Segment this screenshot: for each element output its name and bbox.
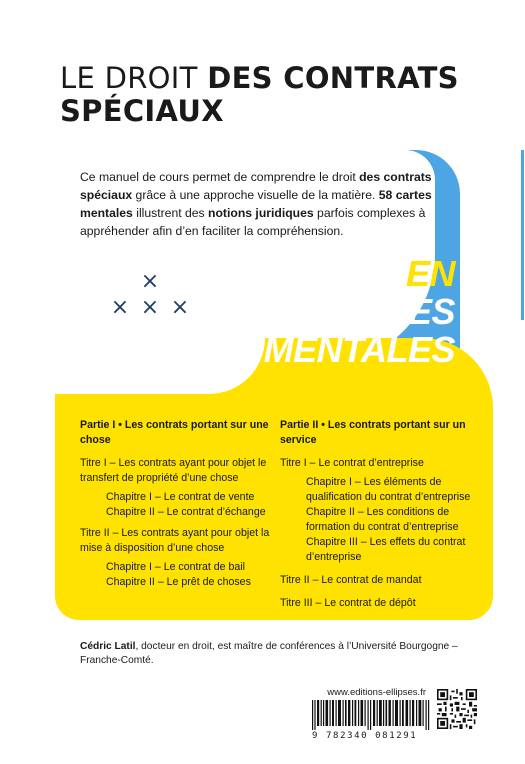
toc-part-heading: Partie II • Les contrats portant sur un service xyxy=(280,419,466,446)
intro-text-1: Ce manuel de cours permet de comprendre le droit xyxy=(80,170,360,184)
intro-bold-3: notions juridiques xyxy=(208,206,314,220)
toc-titre: Titre III – Le contrat de dépôt xyxy=(280,597,416,609)
barcode xyxy=(312,700,430,730)
badge-line1: CARTES xyxy=(310,291,455,332)
toc-titre: Titre II – Le contrat de mandat xyxy=(280,574,422,586)
toc-part-heading: Partie I • Les contrats portant sur une chose xyxy=(80,419,269,446)
cross-icon: × xyxy=(170,295,190,320)
title-bold-line1: DES CONTRATS xyxy=(207,61,459,95)
cross-icon: × xyxy=(140,295,160,320)
qr-code[interactable] xyxy=(437,689,477,729)
intro-text-4: parfois complexes à appréhender afin d’en faciliter la compréhension. xyxy=(80,206,426,238)
toc-part-1 xyxy=(80,418,272,590)
intro-bold-2: 58 cartes mentales xyxy=(80,188,432,220)
intro-text-3: illustrent des xyxy=(132,206,209,220)
toc-chapitre: Chapitre I – Le contrat de vente xyxy=(106,491,255,503)
edge-accent-line xyxy=(521,150,524,320)
toc-part-2 xyxy=(280,418,485,611)
title-light: LE DROIT xyxy=(60,61,208,95)
author-bio xyxy=(80,640,500,668)
toc-chapitre: Chapitre II – Le prêt de choses xyxy=(106,576,251,588)
title-bold-line2: SPÉCIAUX xyxy=(60,94,224,128)
badge-en: EN xyxy=(405,253,455,294)
author-name: Cédric Latil xyxy=(80,641,136,652)
isbn-number: 9 782340 081291 xyxy=(312,731,418,741)
cross-icon: × xyxy=(110,295,130,320)
toc-titre: Titre II – Les contrats ayant pour objet la mise à disposition d’une chose xyxy=(80,527,270,554)
intro-bold-1: des contrats spéciaux xyxy=(80,170,432,202)
en-cartes-mentales-badge xyxy=(255,255,455,369)
cross-icon: × xyxy=(140,269,160,294)
intro-paragraph xyxy=(80,168,455,240)
yellow-bubble-notch xyxy=(55,338,265,394)
toc-chapitre: Chapitre III – Les effets du contrat d’entreprise xyxy=(306,536,466,563)
badge-line2: MENTALES xyxy=(263,329,455,370)
toc-chapitre: Chapitre I – Les éléments de qualification du contrat d’entreprise xyxy=(306,476,471,503)
publisher-website[interactable]: www.editions-ellipses.fr xyxy=(327,687,426,698)
toc-titre: Titre I – Le contrat d’entreprise xyxy=(280,457,424,469)
toc-titre: Titre I – Les contrats ayant pour objet le transfert de propriété d’une chose xyxy=(80,457,267,484)
toc-chapitre: Chapitre II – Le contrat d’échange xyxy=(106,506,266,518)
book-title xyxy=(60,62,480,128)
author-description: , docteur en droit, est maître de conférences à l’Université Bourgogne – Franche-Comté. xyxy=(80,641,458,666)
toc-chapitre: Chapitre I – Le contrat de bail xyxy=(106,561,245,573)
toc-chapitre: Chapitre II – Les conditions de formation du contrat d’entreprise xyxy=(306,506,459,533)
intro-text-2: grâce à une approche visuelle de la matière. xyxy=(132,188,379,202)
